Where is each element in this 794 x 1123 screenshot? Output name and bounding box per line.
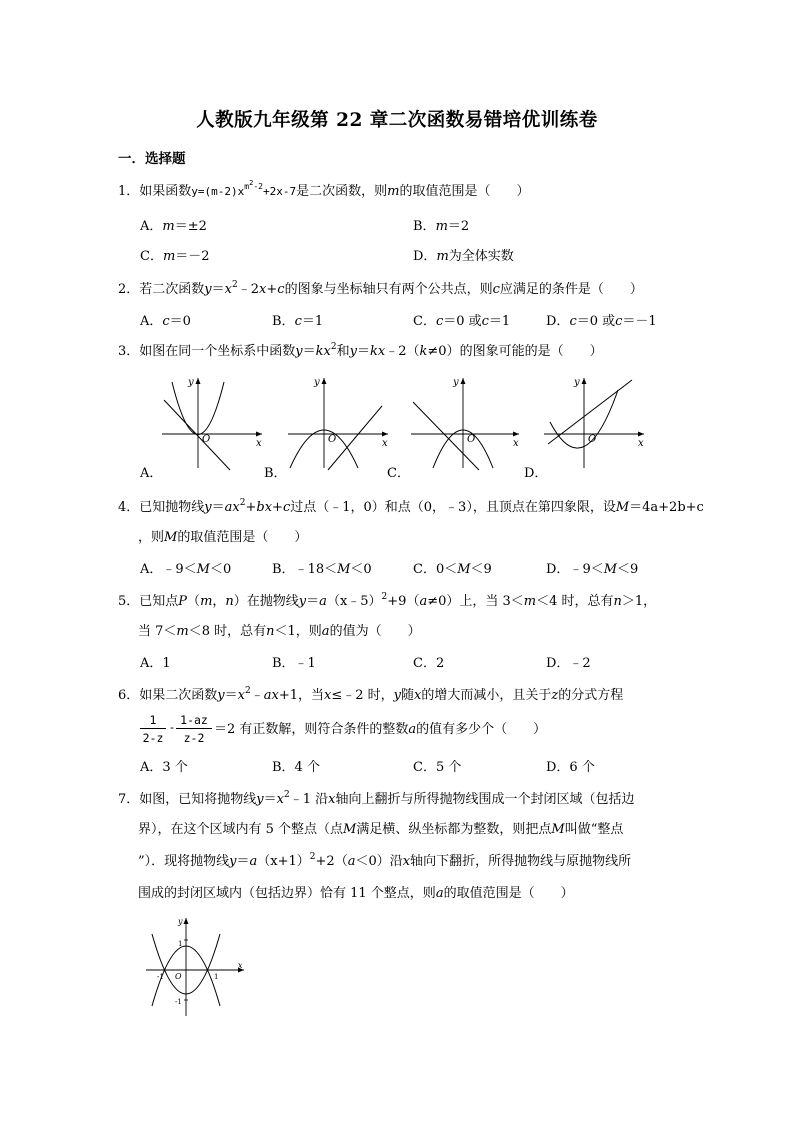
fraction-minus: - [168, 720, 176, 734]
axis-y-label: y [314, 377, 320, 388]
question-1: 1．如果函数$y=(m-2)x^{m^2-2}+2x-7$是二次函数，则m的取值范围是（ ） [118, 179, 530, 199]
question-6-line-2: ＝2 有正数解，则符合条件的整数a的值有多少个（ ） [214, 722, 547, 737]
q3-option-d[interactable]: D． [524, 466, 548, 481]
q1-option-b[interactable]: B．m＝2 [413, 219, 470, 234]
q3-option-c[interactable]: C． [387, 466, 410, 481]
section-heading: 一．选择题 [118, 151, 186, 167]
question-7-line-2: 界），在这个区域内有 5 个整点（点M满足横、纵坐标都为整数，则把点M叫做“整点 [138, 822, 624, 837]
q4-option-c[interactable]: C．0＜M＜9 [413, 562, 492, 577]
fraction-1: $\frac{1}{2-z}$ [140, 713, 166, 745]
q3-option-b[interactable]: B． [264, 466, 287, 481]
question-7-line-4: 围成的封闭区域内（包括边界）恰有 11 个整点，则a的取值范围是（ ） [138, 886, 574, 901]
q5-option-b[interactable]: B．﹣1 [272, 656, 316, 671]
question-7: 7．如图，已知将抛物线$y=x^2﹣1$ 沿x轴向上翻折与所得抛物线围成一个封闭区域（包括边 [118, 790, 635, 807]
q7-figure [140, 912, 252, 1020]
axis-x-label: x [256, 438, 262, 449]
question-6: 6．如果二次函数$y=x^2﹣ax+1$，当x≤﹣2 时，y随x的增大而减小，且关于z的分式方程 [118, 686, 624, 703]
origin-label: O [202, 434, 211, 445]
q5-option-a[interactable]: A．1 [140, 656, 171, 671]
q5-option-c[interactable]: C．2 [413, 656, 445, 671]
q1-option-d[interactable]: D．m为全体实数 [413, 249, 514, 264]
q5-option-d[interactable]: D．﹣2 [546, 656, 591, 671]
fig-y-label: y [178, 917, 183, 926]
page-title: 人教版九年级第 22 章二次函数易错培优训练卷 [196, 110, 598, 131]
fig-one-y: 1 [178, 940, 183, 948]
q6-option-b[interactable]: B．4 个 [272, 760, 320, 775]
q3-graph-a [158, 372, 268, 472]
q3-graph-b [284, 372, 394, 472]
origin-label: O [467, 434, 476, 445]
q1-option-c[interactable]: C．m＝－2 [140, 249, 210, 264]
question-3: 3．如图在同一个坐标系中函数$y=kx^2$和y＝kx﹣2（k≠0）的图象可能的是（ ） [118, 342, 603, 359]
question-4: 4．已知抛物线$y=ax^2+bx+c$过点（﹣1，0）和点（0，﹣3），且顶点在第四象限，设M＝4a+2b+c [118, 498, 704, 515]
question-5: 5．已知点P（m，n）在抛物线y＝a（x﹣5）$^2$+9（a≠0）上，当 3＜m＜4 时，总有n＞1， [118, 592, 657, 609]
axis-y-label: y [574, 377, 580, 388]
fig-neg-one-y: -1 [175, 998, 182, 1006]
q3-option-a[interactable]: A． [140, 466, 163, 481]
q1-option-a[interactable]: A．m＝±2 [140, 219, 207, 234]
fig-one-x: 1 [214, 973, 219, 981]
q4-option-a[interactable]: A．﹣9＜M＜0 [140, 562, 232, 577]
origin-label: O [328, 434, 337, 445]
q6-option-a[interactable]: A．3 个 [140, 760, 188, 775]
q4-option-b[interactable]: B．﹣18＜M＜0 [272, 562, 372, 577]
question-2: 2．若二次函数$y=x^2﹣2x+c$的图象与坐标轴只有两个公共点，则c应满足的条件是（ ） [118, 280, 643, 297]
q3-graph-c [407, 372, 525, 472]
question-4-line-2: ，则M的取值范围是（ ） [138, 530, 308, 545]
q6-option-c[interactable]: C．5 个 [413, 760, 462, 775]
axis-x-label: x [638, 438, 644, 449]
axis-x-label: x [513, 438, 519, 449]
q2-option-a[interactable]: A．c＝0 [140, 314, 191, 329]
q4-option-d[interactable]: D．﹣9＜M＜9 [546, 562, 639, 577]
question-5-line-2: 当 7＜m＜8 时，总有n＜1，则a的值为（ ） [138, 624, 421, 639]
fig-x-label: x [238, 961, 243, 970]
fraction-2: $\frac{1-az}{z-2}$ [176, 713, 212, 745]
fig-origin-label: O [175, 972, 182, 981]
q3-graph-d [540, 372, 650, 472]
axis-x-label: x [382, 438, 388, 449]
q2-option-d[interactable]: D．c＝0 或c＝－1 [546, 314, 657, 329]
question-7-line-3: ”）．现将抛物线$y=a(x+1)^2+2(a<0)$沿x轴向下翻折，所得抛物线与原抛物线所 [138, 852, 632, 869]
q6-option-d[interactable]: D．6 个 [546, 760, 595, 775]
axis-y-label: y [188, 377, 194, 388]
q2-option-c[interactable]: C．c＝0 或c＝1 [413, 314, 511, 329]
origin-label: O [588, 434, 597, 445]
axis-y-label: y [453, 377, 459, 388]
fig-neg-one-x: -1 [157, 973, 164, 981]
q2-option-b[interactable]: B．c＝1 [272, 314, 324, 329]
